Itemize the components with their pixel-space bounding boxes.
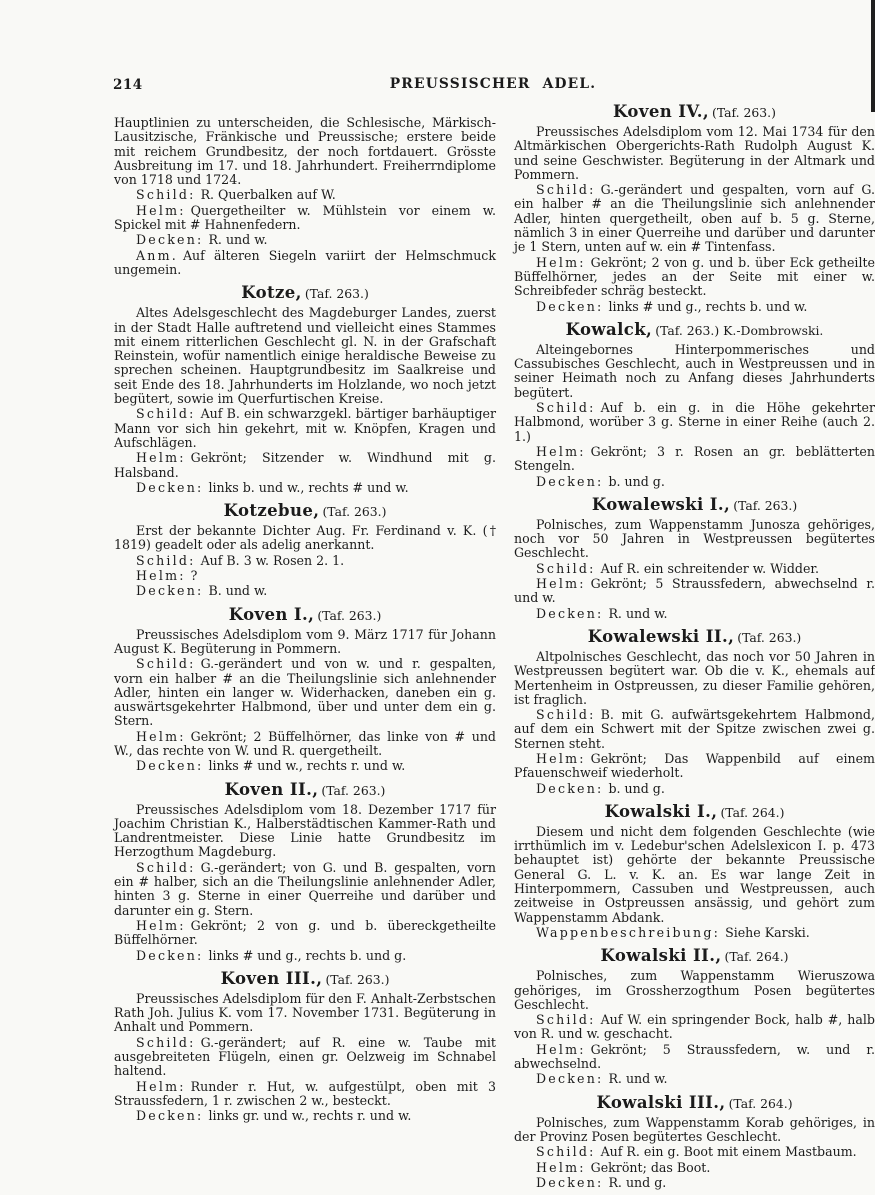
entry-heading <box>514 1094 875 1113</box>
plate-ref: (Taf. 263.) <box>304 286 369 302</box>
block-label: Schild: <box>136 552 196 568</box>
text-paragraph <box>514 1145 875 1159</box>
entry-koven-4 <box>514 103 875 314</box>
entry-heading <box>514 803 875 822</box>
block-text: Gekrönt; Sitzender w. Windhund mit g. Halsband. <box>114 450 496 480</box>
block-text: links # und g., rechts b. und w. <box>608 298 808 314</box>
block-text: Auf älteren Siegeln variirt der Helmschmuck ungemein. <box>114 247 496 277</box>
family-name: Kotze, <box>241 283 302 303</box>
text-paragraph <box>514 926 875 940</box>
family-name: Kowalski II., <box>600 946 722 966</box>
block-label: Schild: <box>136 1034 196 1050</box>
text-paragraph <box>114 584 496 598</box>
block-text: Gekrönt; 3 r. Rosen an gr. beblätterten Stengeln. <box>514 443 875 474</box>
entry-koven-3 <box>114 970 496 1124</box>
block-label: Decken: <box>136 479 204 495</box>
block-label: Helm: <box>136 568 186 584</box>
family-name: Koven I., <box>228 604 315 624</box>
family-name: Koven III., <box>220 968 323 988</box>
block-text: Runder r. Hut, w. aufgestülpt, oben mit 3 Straussfedern, 1 r. zwischen 2 w., besteckt. <box>114 1078 496 1108</box>
text-paragraph <box>114 524 496 553</box>
block-text: Gekrönt; 5 Straussfedern, w. und r. abwechselnd. <box>514 1041 875 1072</box>
text-paragraph <box>114 249 496 278</box>
block-text: Altpolnisches Geschlecht, das noch vor 50 Jahren in Westpreussen begütert war. Ob die v. K., ehemals auf Mertenheim in Ostpreussen, zu dieser Familie gehören, ist fraglich. <box>514 648 875 707</box>
running-title: PREUSSISCHER ADEL. <box>389 76 597 92</box>
block-text: b. und g. <box>608 780 665 796</box>
block-text: Auf b. ein g. in die Höhe gekehrter Halbmond, worüber 3 g. Sterne in einer Reihe (auch 2. 1.) <box>514 400 875 444</box>
text-paragraph <box>514 300 875 314</box>
entry-kotze <box>114 284 496 495</box>
block-label: Schild: <box>536 707 596 723</box>
text-paragraph <box>514 518 875 561</box>
text-paragraph <box>114 306 496 406</box>
block-text: Gekrönt; 2 von g. und b. über Eck getheilte Büffelhörner, jedes an der Seite mit einer w. Schreibfeder schräg besteckt. <box>514 254 875 299</box>
block-text: Siehe Karski. <box>725 924 810 940</box>
block-text: links b. und w., rechts # und w. <box>208 479 409 495</box>
block-label: Helm: <box>536 576 586 592</box>
block-label: Schild: <box>136 187 196 203</box>
text-paragraph <box>514 825 875 925</box>
block-label: Helm: <box>536 750 586 766</box>
block-text: Gekrönt; 5 Straussfedern, abwechselnd r. und w. <box>514 576 875 606</box>
block-text: Preussisches Adelsdiplom vom 18. Dezember 1717 für Joachim Christian K., Halberstädtischen Kammer-Rath und Landrentmeister. Diese Linie hatte Grundbesitz im Herzogthum Magdeburg. <box>114 801 496 860</box>
plate-ref: (Taf. 263.) <box>737 629 802 645</box>
text-paragraph <box>114 481 496 495</box>
text-paragraph <box>114 919 496 948</box>
text-paragraph <box>114 188 496 202</box>
left-column <box>114 103 496 1191</box>
text-paragraph <box>114 1036 496 1079</box>
block-text: Gekrönt; 2 von g. und b. übereckgetheilte Büffelhörner. <box>114 917 496 948</box>
block-text: Gekrönt; 2 Büffelhörner, das linke von # und W., das rechte von W. und R. quergetheilt. <box>114 728 496 758</box>
text-columns <box>114 103 875 1191</box>
block-text: Auf R. ein g. Boot mit einem Mastbaum. <box>600 1144 857 1160</box>
text-paragraph <box>514 445 875 474</box>
text-paragraph <box>114 1080 496 1109</box>
block-label: Schild: <box>536 1144 596 1160</box>
block-label: Decken: <box>136 583 204 599</box>
block-label: Wappenbeschreibung: <box>536 924 721 940</box>
text-paragraph <box>514 343 875 400</box>
block-label: Helm: <box>536 254 586 270</box>
page-number: 214 <box>113 77 143 93</box>
text-paragraph <box>114 992 496 1035</box>
entry-koven-2 <box>114 781 496 963</box>
block-label: Anm. <box>136 247 178 263</box>
plate-ref: (Taf. 263.) <box>325 971 390 987</box>
text-paragraph <box>114 628 496 657</box>
block-text: b. und g. <box>608 473 665 489</box>
block-label: Helm: <box>536 1159 586 1175</box>
text-paragraph <box>114 204 496 233</box>
plate-ref: (Taf. 264.) <box>724 949 789 965</box>
block-text: Quergetheilter w. Mühlstein vor einem w. Spickel mit # Hahnenfedern. <box>114 202 496 233</box>
text-paragraph <box>514 969 875 1012</box>
block-text: Polnisches, zum Wappenstamm Wieruszowa gehöriges, im Grossherzogthum Posen begütertes Geschlecht. <box>514 968 875 1012</box>
block-text: Diesem und nicht dem folgenden Geschlechte (wie irrthümlich im v. Ledebur'schen Adelslexicon I. p. 473 behauptet ist) gehörte der bekannte Preussische General G. L. v. K. an. Es war lange Zeit in Hinterpommern, Cassuben und Westpreussen, auch zeitweise in Ostpreussen ansässig, und gehört zum Wappenstamm Abdank. <box>514 823 875 925</box>
block-label: Schild: <box>136 656 196 672</box>
block-label: Decken: <box>536 605 604 621</box>
block-label: Schild: <box>136 406 196 422</box>
block-text: Gekrönt; das Boot. <box>590 1159 711 1175</box>
text-paragraph <box>514 577 875 606</box>
scan-edge-artifact <box>871 0 875 112</box>
text-paragraph <box>514 401 875 444</box>
text-paragraph <box>114 861 496 918</box>
block-label: Decken: <box>536 1071 604 1087</box>
plate-ref: (Taf. 263.) <box>321 782 386 798</box>
text-paragraph <box>114 949 496 963</box>
plate-ref: (Taf. 263.) <box>733 497 798 513</box>
block-text: Auf B. 3 w. Rosen 2. 1. <box>200 552 345 568</box>
block-label: Schild: <box>536 1012 596 1028</box>
block-text: ? <box>190 568 198 584</box>
block-label: Helm: <box>136 917 186 933</box>
block-text: G.-gerändert und von w. und r. gespalten, vorn ein halber # an die Theilungslinie sich anlehnender Adler, hinten ein langer w. Widerhacken, daneben ein g. auswärtsgekehrter Halbmond, über und unter dem ein g. Stern. <box>114 656 496 729</box>
entry-kotzebue <box>114 502 496 598</box>
block-text: Auf W. ein springender Bock, halb #, halb von R. und w. geschacht. <box>514 1012 875 1042</box>
block-text: R. und g. <box>608 1174 667 1190</box>
text-paragraph <box>114 569 496 583</box>
block-text: Preussisches Adelsdiplom vom 9. März 1717 für Johann August K. Begüterung in Pommern. <box>114 626 496 656</box>
block-text: Preussisches Adelsdiplom vom 12. Mai 1734 für den Altmärkischen Obergerichts-Rath Rudolph August K. und seine Geschwister. Begüterung in der Altmark und Pommern. <box>514 124 875 182</box>
block-text: links # und w., rechts r. und w. <box>208 758 406 774</box>
block-label: Helm: <box>136 450 186 466</box>
text-paragraph <box>514 708 875 751</box>
text-paragraph <box>514 782 875 796</box>
plate-ref: (Taf. 264.) <box>720 804 785 820</box>
text-paragraph <box>114 554 496 568</box>
family-name: Kowalski I., <box>604 801 718 821</box>
text-paragraph <box>114 730 496 759</box>
block-label: Decken: <box>536 298 604 314</box>
block-label: Schild: <box>536 182 596 198</box>
family-name: Kotzebue, <box>223 501 320 521</box>
block-label: Decken: <box>136 232 204 248</box>
plate-ref: (Taf. 264.) <box>728 1095 793 1111</box>
block-text: Erst der bekannte Dichter Aug. Fr. Ferdinand v. K. († 1819) geadelt oder als adelig anerkannt. <box>114 523 496 553</box>
family-name: Kowalski III., <box>596 1092 726 1112</box>
text-paragraph <box>514 650 875 707</box>
entry-heading <box>114 284 496 303</box>
text-paragraph <box>514 607 875 621</box>
block-text: R. Querbalken auf W. <box>200 187 336 203</box>
text-paragraph <box>514 1161 875 1175</box>
block-text: R. und w. <box>608 1071 668 1087</box>
entry-continuation <box>114 116 496 277</box>
family-name: Koven IV., <box>613 102 709 121</box>
entry-kowalski-2 <box>514 947 875 1086</box>
entry-heading <box>114 970 496 989</box>
family-name: Kowalewski I., <box>591 494 731 514</box>
entry-kowalewski-1 <box>514 496 875 621</box>
right-column <box>514 103 875 1191</box>
entry-heading <box>114 606 496 625</box>
entry-heading <box>114 781 496 800</box>
plate-ref: (Taf. 263.) <box>711 105 776 120</box>
entry-heading <box>514 496 875 515</box>
block-text: G.-gerändert und gespalten, vorn auf G. ein halber # an die Theilungslinie sich anlehnender Adler, hinten quergetheilt, oben auf b. 5 g. Sterne, nämlich 3 in einer Querreihe und darüber und darunter je 1 Stern, unten auf w. ein # Tintenfass. <box>514 182 875 255</box>
text-paragraph <box>114 407 496 450</box>
plate-ref: (Taf. 263.) <box>317 607 382 623</box>
entry-heading <box>114 502 496 521</box>
family-name: Koven II., <box>224 779 319 799</box>
plate-ref: (Taf. 263.) <box>655 322 720 338</box>
block-label: Helm: <box>536 443 586 459</box>
block-text: B. und w. <box>208 583 268 599</box>
plate-ref: (Taf. 263.) <box>322 504 387 520</box>
text-paragraph <box>514 1116 875 1145</box>
block-label: Helm: <box>136 728 186 744</box>
block-text: Gekrönt; Das Wappenbild auf einem Pfauenschweif wiederholt. <box>514 750 875 781</box>
text-paragraph <box>114 657 496 728</box>
block-text: Alteingebornes Hinterpommerisches und Cassubisches Geschlecht, auch in Westpreussen und in seiner Heimath noch zu Anfang dieses Jahrhunderts begütert. <box>514 341 875 400</box>
block-label: Decken: <box>136 947 204 963</box>
block-text: R. und w. <box>208 232 268 248</box>
block-label: Schild: <box>536 560 596 576</box>
block-label: Schild: <box>536 400 596 416</box>
block-label: Helm: <box>136 202 186 218</box>
block-text: Auf R. ein schreitender w. Widder. <box>600 560 820 576</box>
entry-kowalewski-2 <box>514 628 875 796</box>
family-name: Kowalck, <box>565 319 653 339</box>
text-paragraph <box>114 233 496 247</box>
entry-heading <box>514 103 875 122</box>
block-text: B. mit G. aufwärtsgekehrtem Halbmond, auf dem ein Schwert mit der Spitze zwischen zwei g. Sternen steht. <box>514 707 875 751</box>
text-paragraph <box>514 1013 875 1042</box>
block-text: Altes Adelsgeschlecht des Magdeburger Landes, zuerst in der Stadt Halle auftretend und vielleicht eines Stammes mit einem ritterlichen Geschlecht gl. N. in der Grafschaft Reinstein, wofür namentlich einige heraldische Beweise zu sprechen scheinen. Hauptgrundbesitz im Saalkreise und seit Ende des 18. Jahrhunderts im Holzlande, wo noch jetzt begütert, sowie im Querfurtischen Kreise. <box>114 305 496 407</box>
block-label: Decken: <box>536 780 604 796</box>
entry-kowalck <box>514 321 875 489</box>
text-paragraph <box>514 125 875 182</box>
text-paragraph <box>514 1043 875 1072</box>
heading-suffix: K.-Dombrowski. <box>723 322 824 338</box>
block-text: Preussisches Adelsdiplom für den F. Anhalt-Zerbstschen Rath Joh. Julius K. vom 17. November 1731. Begüterung in Anhalt und Pommern. <box>114 990 496 1035</box>
block-text: Hauptlinien zu unterscheiden, die Schlesische, Märkisch-Lausitzische, Fränkische und Preussische; erstere beide mit reichem Grundbesitz, der noch fortdauert. Grösste Ausbreitung im 17. und 18. Jahrhundert. Freiherrndiplome von 1718 und 1724. <box>114 115 496 188</box>
entry-heading <box>514 321 875 340</box>
text-paragraph <box>514 1072 875 1086</box>
block-text: Polnisches, zum Wappenstamm Korab gehöriges, in der Provinz Posen begütertes Geschlecht. <box>514 1114 875 1144</box>
block-text: Polnisches, zum Wappenstamm Junosza gehöriges, noch vor 50 Jahren in Westpreussen begütertes Geschlecht. <box>514 516 875 561</box>
text-paragraph <box>514 752 875 781</box>
block-label: Decken: <box>536 1174 604 1190</box>
text-paragraph <box>114 451 496 480</box>
block-label: Decken: <box>136 758 204 774</box>
text-paragraph <box>114 116 496 187</box>
entry-koven-1 <box>114 606 496 774</box>
block-label: Decken: <box>536 473 604 489</box>
block-text: G.-gerändert; von G. und B. gespalten, vorn ein # halber, sich an die Theilungslinie anlehnender Adler, hinten 3 g. Sterne in einer Querreihe und darüber und darunter ein g. Stern. <box>114 859 496 918</box>
text-paragraph <box>514 183 875 254</box>
entry-kowalski-3 <box>514 1094 875 1190</box>
text-paragraph <box>514 256 875 299</box>
text-paragraph <box>514 475 875 489</box>
block-label: Schild: <box>136 859 196 875</box>
entry-heading <box>514 947 875 966</box>
block-text: Auf B. ein schwarzgekl. bärtiger barhäuptiger Mann vor sich hin gekehrt, mit w. Knöpfen, Kragen und Aufschlägen. <box>114 406 496 450</box>
entry-kowalski-1 <box>514 803 875 940</box>
entry-heading <box>514 628 875 647</box>
block-text: R. und w. <box>608 605 668 621</box>
text-paragraph <box>114 1109 496 1123</box>
block-text: links gr. und w., rechts r. und w. <box>208 1108 412 1124</box>
block-text: G.-gerändert; auf R. eine w. Taube mit ausgebreiteten Flügeln, einen gr. Oelzweig im Schnabel haltend. <box>114 1034 496 1079</box>
text-paragraph <box>514 1176 875 1190</box>
block-label: Helm: <box>536 1041 586 1057</box>
text-paragraph <box>114 759 496 773</box>
block-text: links # und g., rechts b. und g. <box>208 947 407 963</box>
block-label: Decken: <box>136 1108 204 1124</box>
family-name: Kowalewski II., <box>587 626 735 646</box>
block-label: Helm: <box>136 1078 186 1094</box>
text-paragraph <box>114 803 496 860</box>
text-paragraph <box>514 562 875 576</box>
